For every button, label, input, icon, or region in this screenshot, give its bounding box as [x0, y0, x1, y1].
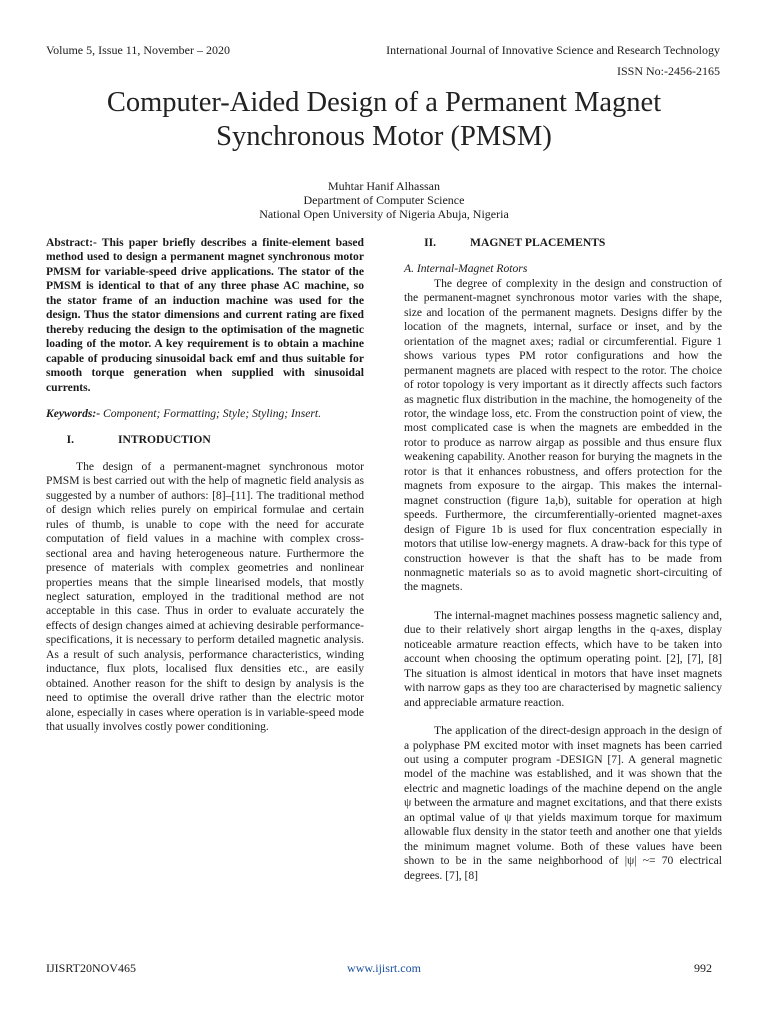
paper-title: Computer-Aided Design of a Permanent Magnet Synchronous Motor (PMSM) [106, 87, 662, 152]
keywords-text: Component; Formatting; Style; Styling; Insert. [100, 406, 321, 420]
keywords [46, 407, 364, 421]
author-name: Muhtar Hanif Alhassan [328, 179, 440, 193]
section-heading-introduction [46, 433, 364, 447]
subsection-heading: A. Internal-Magnet Rotors [404, 262, 528, 276]
header-issn: ISSN No:-2456-2165 [616, 64, 720, 78]
header-journal: International Journal of Innovative Science and Research Technology [386, 43, 720, 57]
footer-page-number: 992 [694, 961, 712, 975]
section-heading-magnet-placements [404, 236, 722, 250]
introduction-paragraph: The design of a permanent-magnet synchronous motor PMSM is best carried out with the help of magnetic field analysis as suggested by a number of authors: [8]–[11]. The traditional method of design which relies purely on empirical formulae and certain rules of thumb, is unable to cope with the need for accurate computation of field values in a machine with complex cross-sectional area and having heterogeneous nature. Furthermore the presence of materials with complex geometries and nonlinear properties means that the simple linearised models, that mostly neglect saturation, employed in the traditional method are not acceptable in this case. Thus in order to evaluate accurately the effects of design changes aimed at achieving desirable performance-specifications, it is necessary to perform detailed magnetic analysis. As a result of such analysis, performance characteristics, winding inductance, flux plots, localised flux densities etc., are easily obtained. Another reason for the shift to design by analysis is the need to optimise the overall drive rather than the electric motor alone, especially in cases where operation is in variable-speed mode that usually involves costly power conditioning. [46, 459, 364, 734]
footer-code: IJISRT20NOV465 [46, 961, 136, 975]
header-volume: Volume 5, Issue 11, November – 2020 [46, 43, 230, 57]
left-column [46, 236, 364, 735]
section-title: INTRODUCTION [118, 433, 211, 447]
abstract: Abstract:- This paper briefly describes a finite-element based method used to design a permanent magnet synchronous motor PMSM for variable-speed drive applications. The stator of the PMSM is identical to that of any three phase AC machine, so the stator frame of an induction machine was used for the design. Thus the stator dimensions and current rating are fixed thereby reducing the design to the optimisation of the magnetic loading of the motor. A key requirement is to obtain a machine capable of producing sinusoidal back emf and thus suitable for smooth torque generation when supplied with sinusoidal currents. [46, 236, 364, 394]
body-paragraph: The application of the direct-design approach in the design of a polyphase PM excited motor with inset magnets has been carried out using a computer program -DESIGN [7]. A general magnetic model of the machine was established, and it was shown that the electric and magnetic loadings of the machine depend on the angle ψ between the armature and magnet excitations, and that there exists an optimal value of ψ that yields maximum torque for maximum allowable flux density in the stator teeth and another one that yields the minimum magnet volume. Both of these values have been shown to be in the same neighborhood of |ψ| ~= 70 electrical degrees. [7], [8] [404, 724, 722, 882]
author-block [0, 179, 768, 221]
keywords-label: Keywords:- [46, 406, 101, 420]
author-department: Department of Computer Science [303, 193, 465, 207]
section-number: I. [66, 433, 74, 447]
section-number: II. [424, 236, 436, 249]
body-paragraph: The degree of complexity in the design and construction of the permanent-magnet synchronous motor varies with the shape, size and location of the permanent magnets. Designs differ by the location of the magnets, internal, surface or inset, and by the orientation of the magnet axes; radial or circumferential. Figure 1 shows various types PM rotor configurations and how the permanent magnets are placed with respect to the rotor. The choice of rotor topology is very important as it directly affects such factors as magnetic flux distribution in the machine, the homogeneity of the rotor, the windage loss, etc. From the construction point of view, the most complicated case is when the magnets are embedded in the rotor to produce as narrow airgap as possible and thus ensure flux weakening capability. Another reason for burying the magnets in the rotor is that it enhances robustness, and offers protection for the magnets from exposure to the airgap. This makes the internal-magnet construction (figure 1a,b), suitable for operation at high speeds. Furthermore, the circumferentially-oriented magnet-axes design of Figure 1b is used for flux concentration especially in motors that utilise low-energy magnets. A draw-back for this type of construction however is that the shaft has to be made from nonmagnetic materials so as to avoid magnetic short-circuiting of the magnets. [404, 276, 722, 594]
footer-url-link[interactable]: www.ijisrt.com [347, 961, 421, 975]
section-title: MAGNET PLACEMENTS [470, 236, 606, 249]
body-paragraph: The internal-magnet machines possess magnetic saliency and, due to their relatively short airgap lengths in the q-axes, display noticeable armature reaction effects, which have to be taken into account when choosing the optimum operating point. [2], [7], [8] The situation is almost identical in motors that have inset magnets with narrow gaps as they too are characterised by magnetic saliency and appreciable armature reaction. [404, 608, 722, 709]
paragraph-spacer [404, 595, 722, 609]
paragraph-spacer [404, 710, 722, 724]
right-column [404, 236, 722, 883]
author-institution: National Open University of Nigeria Abuja, Nigeria [259, 207, 509, 221]
